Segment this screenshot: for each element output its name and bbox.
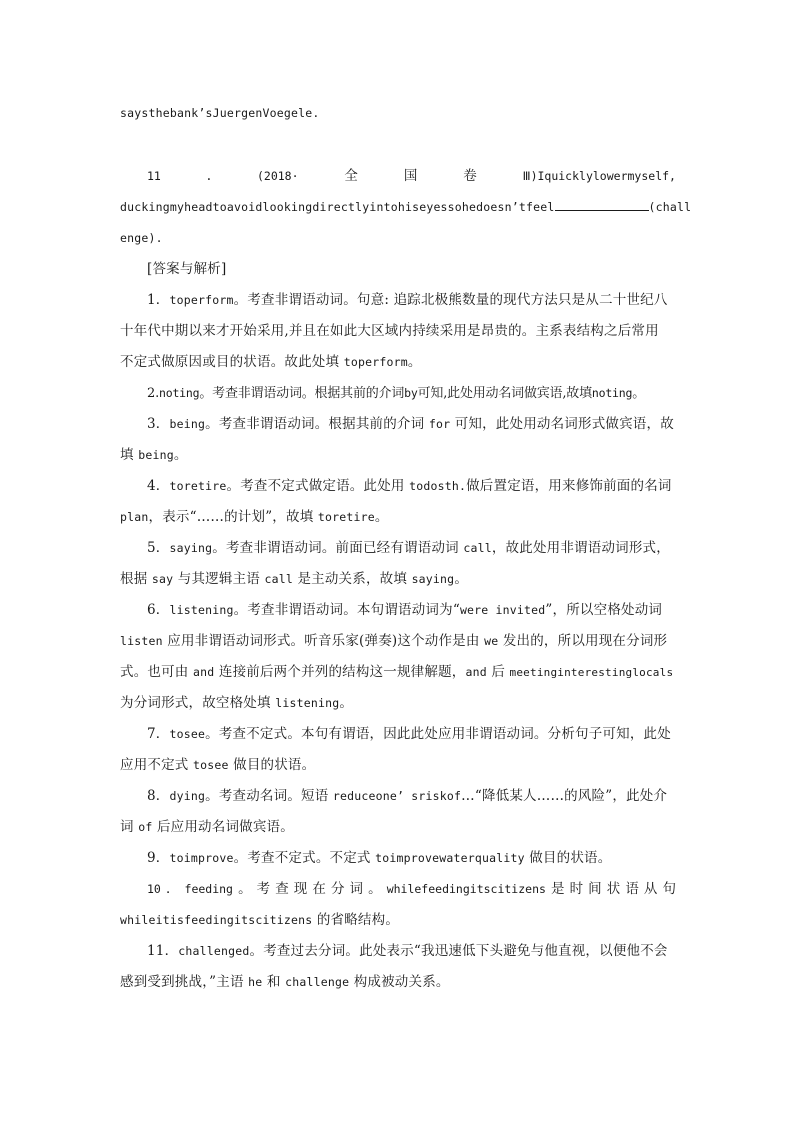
answer-header-text: [答案与解析]	[147, 261, 227, 277]
answer-2-period: 。	[632, 386, 646, 401]
answer-6-word-repeat: listening	[275, 696, 340, 710]
answer-9-line-1	[147, 848, 676, 868]
prev-question-tail	[120, 103, 676, 123]
answer-5-text: 。考查非谓语动词。前面已经有谓语动词	[212, 540, 464, 556]
answer-10-line-2	[120, 910, 676, 930]
answer-8-of: of	[138, 820, 153, 834]
answer-8-line-1	[147, 786, 676, 806]
answer-8-phrase: reduceone’ sriskof	[332, 789, 462, 803]
prev-quote-text: saysthebank’sJuergenVoegele.	[120, 106, 320, 120]
answer-4-text-end: ，表示“……的计划”，故填	[148, 509, 318, 525]
answer-1-word: toperform	[169, 293, 234, 307]
answer-11-text-2: 感到受到挑战，”主语	[120, 974, 249, 990]
answer-11-challenge: challenge	[285, 975, 350, 989]
answer-8-number: 8．	[147, 788, 170, 804]
q11-dot: .	[206, 168, 212, 184]
answer-10-phrase: whilefeedingitscitizens	[386, 882, 546, 896]
answer-8-line-2	[120, 817, 676, 837]
answer-5-text-2: 根据	[120, 571, 152, 587]
answer-10-char: 句	[662, 881, 676, 897]
answer-4-plan: plan	[120, 510, 149, 524]
answer-6-were-invited: were invited	[459, 603, 546, 617]
answer-1-period: 。	[407, 354, 422, 370]
answer-4-number: 4．	[147, 478, 170, 494]
answer-10-line-1	[147, 879, 676, 899]
answer-6-text-3: 发出的，所以用现在分词形	[498, 633, 668, 649]
answer-10-char: 间	[588, 881, 602, 897]
answer-5-period: 。	[454, 571, 469, 587]
answer-10-char: 在	[312, 881, 326, 897]
answer-10-phrase-full: whileitisfeedingitscitizens	[120, 913, 313, 927]
answer-1-line-2	[120, 321, 676, 341]
answer-5-word-repeat: saying	[411, 572, 455, 586]
q11-hint: (chall	[648, 200, 692, 214]
answer-3-text-end: 填	[120, 447, 139, 463]
answer-4-period: 。	[374, 509, 389, 525]
answer-10-text-end: 的省略结构。	[312, 912, 400, 928]
answer-10-punct-1: 。	[238, 881, 252, 897]
answer-10-char: 词	[349, 881, 364, 897]
answer-1-number: 1．	[147, 292, 170, 308]
answer-7-text-end: 做目的状语。	[228, 757, 316, 773]
answer-4-text-cont: 做后置定语，用来修饰前面的名词	[466, 478, 672, 494]
answer-8-text: 。考查动名词。短语	[205, 788, 333, 804]
answer-2-by: by	[404, 386, 418, 400]
q11-hint-end: enge).	[120, 231, 163, 245]
question-11-line-1	[147, 166, 676, 186]
answer-10-char: 现	[293, 881, 308, 897]
answer-5-text-3: 与其逻辑主语	[173, 571, 265, 587]
answer-10-char: 状	[606, 881, 621, 897]
q11-blank[interactable]	[555, 197, 649, 211]
answer-6-text: 。考查非谓语动词。本句谓语动词为“	[233, 602, 460, 618]
answer-5-word: saying	[169, 541, 213, 555]
answer-2-line-1	[147, 383, 676, 404]
answer-6-phrase: meetinginterestinglocals	[509, 666, 674, 679]
question-11-line-3	[120, 228, 676, 248]
answer-5-call: call	[463, 541, 492, 555]
answer-10-char: 语	[625, 881, 639, 897]
answer-6-word: listening	[169, 603, 234, 617]
answer-6-text-5: 连接前后两个并列的结构这一规律解题，	[214, 664, 466, 680]
answer-1-text-end: 不定式做原因或目的状语。故此处填	[120, 354, 344, 370]
answer-6-text-6: 后	[486, 664, 510, 680]
answer-10-dot: ．	[165, 881, 180, 897]
answer-5-call-repeat: call	[264, 572, 293, 586]
answer-header	[147, 259, 676, 279]
answer-6-text-2: 应用非谓语动词形式。听音乐家(弹奏)这个动作是由	[162, 633, 485, 649]
answer-10-char: 考	[256, 881, 271, 897]
answer-6-line-3	[120, 662, 676, 683]
answer-1-word-repeat: toperform	[343, 355, 408, 369]
answer-6-we: we	[484, 634, 499, 648]
answer-11-word: challenged	[178, 944, 250, 958]
q11-region-1: 全	[344, 168, 358, 184]
answer-3-number: 3．	[147, 416, 170, 432]
answer-11-text-3: 和	[262, 974, 286, 990]
answer-2-text-cont: 可知,此处用动名词做宾语,故填	[417, 386, 592, 401]
answer-10-word: feeding	[184, 882, 233, 896]
answer-6-and-repeat: and	[465, 665, 487, 679]
answer-5-number: 5．	[147, 540, 170, 556]
answer-11-text-end: 构成被动关系。	[349, 974, 450, 990]
answer-6-text-end: 为分词形式，故空格处填	[120, 695, 276, 711]
q11-region-2: 国	[403, 168, 418, 184]
answer-4-word: toretire	[169, 479, 227, 493]
q11-year: (2018·	[256, 169, 299, 183]
answer-1-line-3	[120, 352, 676, 372]
answer-2-word: noting	[159, 386, 200, 400]
answer-5-text-4: 是主动关系，故填	[292, 571, 412, 587]
answer-11-line-1	[147, 941, 676, 961]
answer-6-number: 6．	[147, 602, 170, 618]
answer-10-number: 10	[147, 882, 161, 896]
answer-1-text: 。考查非谓语动词。句意: 追踪北极熊数量的现代方法只是从二十世纪八	[233, 292, 668, 308]
answer-1-line-1	[147, 290, 676, 310]
answer-2-word-repeat: noting	[591, 386, 633, 400]
answer-10-punct-2: 。	[368, 881, 382, 897]
q11-region-3: 卷	[463, 168, 477, 184]
answer-8-text-end: 后应用动名词做宾语。	[152, 819, 294, 835]
answer-10-char: 时	[569, 881, 584, 897]
answer-9-phrase: toimprovewaterquality	[375, 851, 525, 865]
answer-3-line-1	[147, 414, 676, 434]
question-11-line-2	[120, 197, 692, 217]
answer-7-number: 7．	[147, 726, 170, 742]
answer-8-word: dying	[169, 789, 206, 803]
answer-4-text: 。考查不定式做定语。此处用	[226, 478, 410, 494]
answer-11-he: he	[248, 975, 263, 989]
answer-6-listen: listen	[120, 634, 163, 648]
answer-8-text-2: 词	[120, 819, 139, 835]
answer-7-line-1	[147, 724, 676, 744]
answer-6-period: 。	[339, 695, 354, 711]
answer-8-text-cont: …“降低某人……的风险”，此处介	[461, 788, 668, 804]
answer-3-period: 。	[173, 447, 188, 463]
answer-4-todosth: todosth.	[409, 479, 467, 493]
answer-6-text-4: 式。也可由	[120, 664, 193, 680]
answer-5-text-cont: ，故此处用非谓语动词形式，	[491, 540, 670, 556]
answer-9-text: 。考查不定式。不定式	[233, 850, 376, 866]
answer-7-word: tosee	[169, 727, 206, 741]
answer-11-number: 11．	[147, 943, 179, 959]
q11-sentence-start: Ⅲ)Iquicklylowermyself,	[522, 169, 676, 183]
answer-6-line-4	[120, 693, 676, 713]
answer-3-for: for	[428, 417, 451, 431]
answer-6-line-1	[147, 600, 676, 620]
answer-5-line-2	[120, 569, 676, 589]
answer-6-and: and	[193, 665, 215, 679]
answer-7-line-2	[120, 755, 676, 775]
answer-5-say: say	[151, 572, 174, 586]
answer-3-line-2	[120, 445, 676, 465]
answer-9-word: toimprove	[169, 851, 234, 865]
answer-6-text-cont: ”，所以空格处动词	[545, 602, 663, 618]
answer-11-text: 。考查过去分词。此处表示“我迅速低下头避免与他直视，以便他不会	[249, 943, 668, 959]
answer-10-char: 从	[643, 881, 658, 897]
answer-5-line-1	[147, 538, 676, 558]
answer-3-text-cont: 可知，此处用动名词形式做宾语，故	[450, 416, 674, 432]
answer-6-line-2	[120, 631, 676, 651]
answer-10-char: 查	[275, 881, 289, 897]
answer-10-char: 分	[330, 881, 345, 897]
answer-1-text-cont: 十年代中期以来才开始采用,并且在如此大区域内持续采用是昂贵的。主系表结构之后常用	[120, 323, 659, 339]
answer-7-text: 。考查不定式。本句有谓语，因此此处应用非谓语动词。分析句子可知，此处	[205, 726, 671, 742]
answer-3-word-repeat: being	[138, 448, 174, 462]
q11-number: 11	[147, 169, 161, 183]
answer-4-word-repeat: toretire	[317, 510, 375, 524]
answer-7-word-repeat: tosee	[193, 758, 229, 772]
q11-sentence-mid: duckingmyheadtoavoidlookingdirectlyintohiseyessohedoesn’tfeel	[120, 200, 555, 214]
answer-3-text: 。考查非谓语动词。根据其前的介词	[205, 416, 429, 432]
answer-3-word: being	[169, 417, 206, 431]
answer-4-line-2	[120, 507, 676, 527]
answer-7-text-2: 应用不定式	[120, 757, 193, 773]
answer-11-line-2	[120, 972, 676, 992]
answer-2-text: 。考查非谓语动词。根据其前的介词	[199, 386, 405, 401]
answer-9-text-end: 做目的状语。	[524, 850, 612, 866]
answer-10-char: 是	[551, 881, 565, 897]
answer-2-number: 2.	[147, 386, 160, 401]
answer-4-line-1	[147, 476, 676, 496]
answer-9-number: 9．	[147, 850, 170, 866]
